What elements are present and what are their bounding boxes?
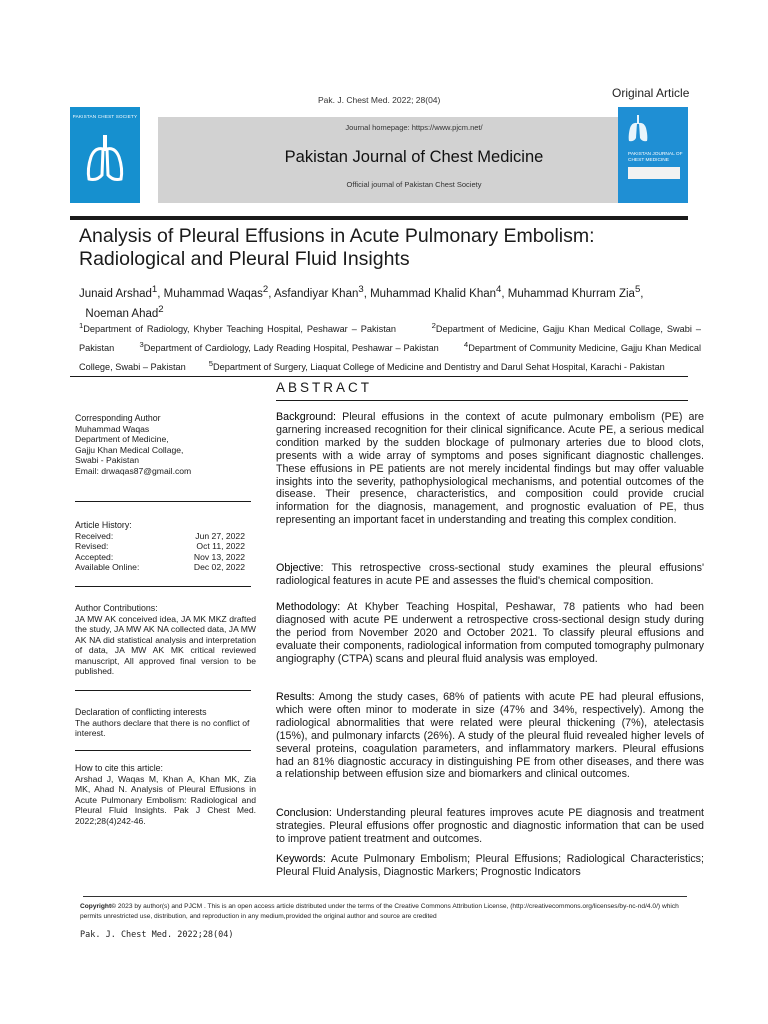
society-logo — [70, 107, 140, 203]
history-row — [75, 562, 245, 573]
running-footer-citation: Pak. J. Chest Med. 2022;28(04) — [80, 930, 234, 940]
conflict-block — [75, 707, 256, 739]
history-row — [75, 541, 245, 552]
cover-lungs-icon — [626, 115, 650, 143]
abstract-objective — [276, 562, 704, 588]
article-type-label: Original Article — [612, 86, 690, 100]
section-label: Conclusion: — [276, 807, 332, 819]
history-date: Nov 13, 2022 — [193, 551, 245, 562]
abstract-background — [276, 411, 704, 527]
section-text: This retrospective cross-sectional study examines the pleural effusions' radiological features in acute PE and assesses the fluid's chemical composition. — [276, 562, 704, 587]
conflict-text: The authors declare that there is no conflict of interest. — [75, 717, 250, 738]
lungs-icon — [83, 135, 127, 183]
section-text: Pleural effusions in the context of acute pulmonary embolism (PE) are garnering increased recognition for their clinical significance. Acute PE, a serious medical condition marked by the sudden blockage of pulmonary arteries due to blood clots, presents with a wide array of symptoms and poses significant diagnostic challenges. These effusions in PE patients are not merely incidental findings but may offer valuable insights into the severity, pathophysiological mechanisms, and potential outcomes of the disease. Their presence, characteristics, and composition could provide crucial information for the diagnosis, management, and prognostic evaluation of PE, thus representing an important facet in understanding and treating this complex condition. — [276, 411, 704, 527]
sidebar-divider — [75, 750, 251, 751]
how-to-cite-block — [75, 763, 256, 826]
section-label: Objective: — [276, 562, 324, 574]
journal-name: Pakistan Journal of Chest Medicine — [284, 148, 544, 166]
society-logo-text: PAKISTAN CHEST SOCIETY — [72, 114, 138, 119]
section-text: Understanding pleural features improves acute PE diagnosis and treatment strategies. Pleural effusions offer prognostic and diagnostic information that can be used to improve patient treatment and outcomes. — [276, 807, 704, 845]
author-sup: 2 — [158, 303, 164, 315]
footer-rule — [83, 896, 687, 897]
author-name: Noeman Ahad — [85, 307, 159, 320]
history-date: Jun 27, 2022 — [195, 530, 245, 541]
author-sup: 2 — [262, 284, 269, 295]
conflict-heading: Declaration of conflicting interests — [75, 707, 207, 717]
author-sup: 3 — [358, 284, 364, 295]
masthead-banner — [158, 117, 670, 203]
history-date: Oct 11, 2022 — [196, 541, 245, 551]
affil-sup: 2 — [431, 321, 436, 330]
affil-sup: 5 — [208, 359, 213, 369]
article-history-block — [75, 520, 259, 573]
history-label: Accepted: — [75, 551, 114, 562]
corresponding-email[interactable]: Email: drwaqas87@gmail.com — [75, 465, 192, 476]
contributions-text: JA MW AK conceived idea, JA MK MKZ drafted the study, JA MW AK NA collected data, JA MW AK NA did statistical analysis and interpretation of data, JA MW AK MK critical reviewed manuscript, All approved final version to be published. — [75, 613, 256, 676]
section-label: Keywords: — [276, 853, 326, 865]
sidebar-divider — [75, 586, 251, 587]
affiliation: Department of Surgery, Liaquat College of Medicine and Dentistry and Darul Sehat Hospital, Karachi - Pakistan — [213, 362, 665, 373]
section-text: Among the study cases, 68% of patients with acute PE had pleural effusions, which were often minor to moderate in size (47% and 34%, respectively). Among the radiological abnormalities that were related were pleural thickening (7%), atelectasis (15%), and pulmonary infarcts (26%). A study of the pleural fluid revealed higher levels of several proteins, coagulation parameters, and inflammatory markers. Pleural effusions had an 81% diagnostic accuracy in distinguishing PE from other diseases, and there was a relationship between effusion size and biomarkers and clinical outcomes. — [276, 691, 704, 781]
sidebar-divider — [75, 690, 251, 691]
author-list: Junaid Arshad$^1$, Muhammad Waqas$^2$, Asfandiyar Khan$^3$, Muhammad Khalid Khan$^4$, Muhammad Khurram Zia$^5$, Noeman Ahad$^2$ — [79, 284, 644, 320]
abstract-rule — [276, 400, 688, 401]
history-label: Received: — [75, 530, 114, 541]
affiliation: Department of Medicine, Gajju Khan Medical Collage, Swabi – Pakistan — [79, 324, 701, 354]
cite-heading: How to cite this article: — [75, 763, 163, 773]
section-label: Background: — [276, 411, 337, 423]
corresponding-heading: Corresponding Author — [75, 413, 161, 423]
abstract-conclusion — [276, 807, 704, 846]
corresponding-name: Muhammad Waqas — [75, 423, 150, 434]
section-text: Acute Pulmonary Embolism; Pleural Effusions; Radiological Characteristics; Pleural Fluid Analysis, Diagnostic Markers; Prognostic Indicators — [276, 853, 704, 878]
official-journal-note: Official journal of Pakistan Chest Society — [346, 180, 482, 189]
affiliation-rule — [70, 376, 688, 377]
corresponding-dept: Department of Medicine, — [75, 434, 169, 444]
copyright-text: 2023 by author(s) and PJCM . This is an open access article distributed under the terms of the Creative Commons Attribution License, (http://creativecommons.org/licenses/by-nc-nd/4.0/) which permits unrestricted use, distribution, and reproduction in any medium,provided the original author and source are credited — [80, 903, 679, 920]
corresponding-author-block — [75, 413, 259, 476]
author-sup: 4 — [496, 284, 502, 295]
abstract-heading: ABSTRACT — [276, 380, 373, 395]
title-rule — [70, 216, 688, 220]
author-sup: 5 — [634, 284, 641, 295]
history-label: Revised: — [75, 541, 109, 551]
article-title: Analysis of Pleural Effusions in Acute Pulmonary Embolism: Radiological and Pleural Fluid Insights — [79, 225, 595, 270]
history-date: Dec 02, 2022 — [193, 562, 245, 572]
contributions-heading: Author Contributions: — [75, 603, 158, 613]
history-row — [75, 552, 245, 563]
cover-band — [628, 167, 680, 179]
author-name: Asfandiyar Khan — [273, 287, 359, 300]
cover-title: PAKISTAN JOURNAL OF CHEST MEDICINE — [628, 152, 683, 163]
running-header-citation: Pak. J. Chest Med. 2022; 28(04) — [318, 95, 441, 105]
abstract-results — [276, 691, 704, 781]
abstract-keywords — [276, 853, 704, 879]
cite-text: Arshad J, Waqas M, Khan A, Khan MK, Zia MK, Ahad N. Analysis of Pleural Effusions in Acute Pulmonary Embolism: Radiological and Pleural Fluid Insights. Pak J Chest Med. 2022;28(4)242-46. — [75, 773, 256, 826]
history-label: Available Online: — [75, 562, 140, 572]
author-name: Muhammad Waqas — [163, 287, 263, 300]
affiliation: Department of Community Medicine, Gajju Khan Medical College, Swabi – Pakistan — [79, 343, 701, 373]
journal-homepage[interactable]: Journal homepage: https://www.pjcm.net/ — [345, 123, 483, 132]
copyright-label: Copyright© — [80, 903, 116, 910]
journal-cover-thumbnail — [618, 107, 688, 203]
section-label: Results: — [276, 691, 315, 703]
abstract-methodology — [276, 601, 704, 666]
affil-sup: 3 — [139, 340, 144, 350]
author-name: Muhammad Khalid Khan — [370, 287, 497, 300]
affiliation: Department of Cardiology, Lady Reading Hospital, Peshawar – Pakistan — [143, 343, 439, 354]
section-label: Methodology: — [276, 601, 341, 613]
history-heading: Article History: — [75, 520, 132, 530]
copyright-notice — [80, 902, 690, 921]
author-contributions-block — [75, 603, 256, 677]
journal-masthead — [70, 107, 688, 203]
history-row — [75, 531, 245, 542]
author-name: Junaid Arshad — [79, 287, 152, 300]
corresponding-college: Gajju Khan Medical Collage, — [75, 444, 184, 455]
affiliations — [79, 318, 701, 375]
author-name: Muhammad Khurram Zia — [507, 287, 635, 300]
affiliation: Department of Radiology, Khyber Teaching Hospital, Peshawar – Pakistan — [83, 324, 397, 335]
corresponding-city: Swabi - Pakistan — [75, 455, 140, 465]
affil-sup: 4 — [463, 340, 469, 350]
affil-sup: 1 — [79, 321, 84, 330]
sidebar-divider — [75, 501, 251, 502]
author-sup: 1 — [151, 284, 158, 295]
section-text: At Khyber Teaching Hospital, Peshawar, 78 patients who had been diagnosed with acute PE underwent a retrospective cross-sectional design study during the period from November 2020 and October 2021. To classify pleural effusions and evaluate their components, radiological information from computed tomography pulmonary angiography (CTPA) scans and pleural fluid analysis was employed. — [276, 601, 704, 665]
